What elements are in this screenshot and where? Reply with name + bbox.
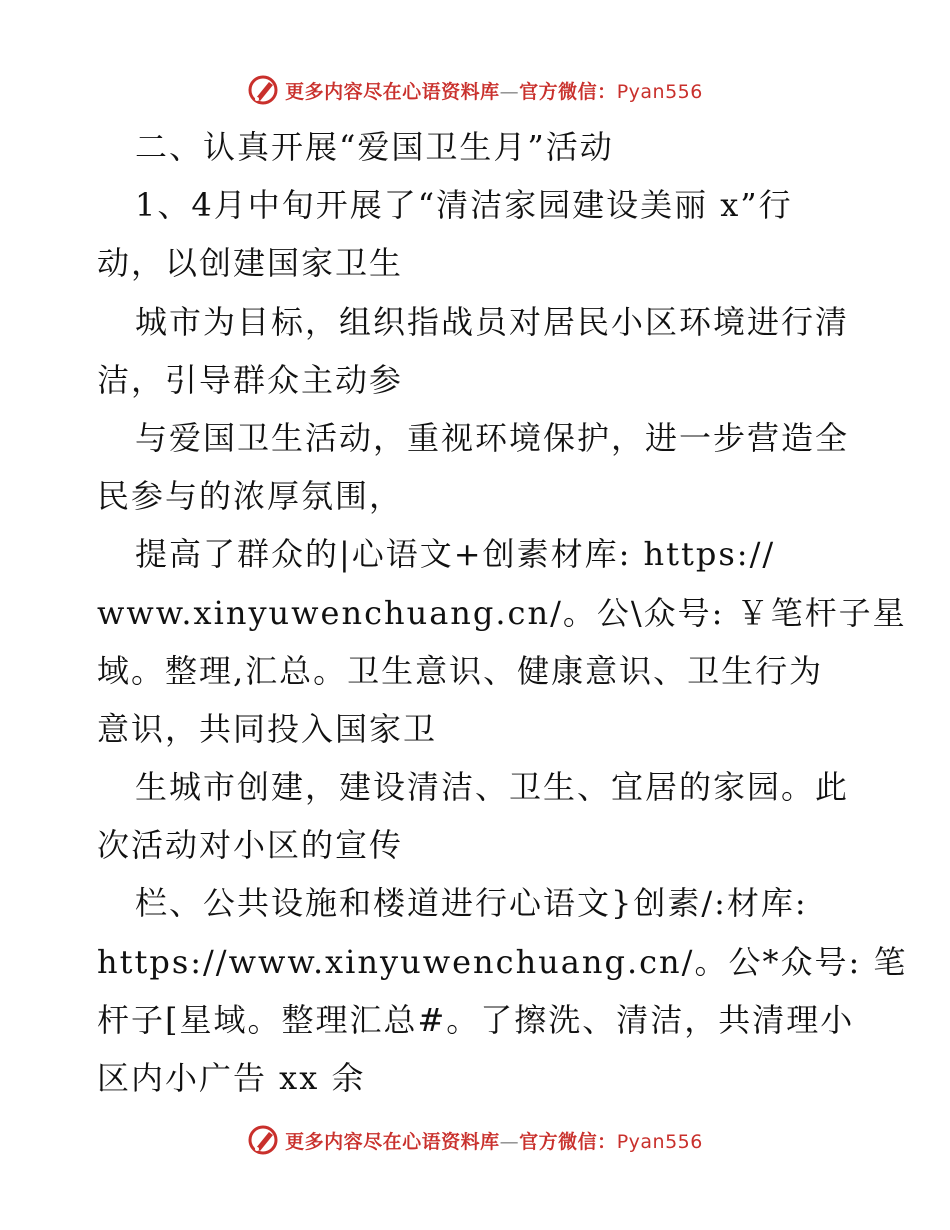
paragraph-line: 城市为目标，组织指战员对居民小区环境进行清 (135, 302, 850, 341)
banner-wechat-id: Pyan556 (616, 1130, 703, 1153)
document-body (97, 118, 908, 1107)
banner-site-name: 更多内容尽在心语资料库 (285, 80, 500, 103)
paragraph-line: 意识，共同投入国家卫 (97, 709, 438, 748)
paragraph-line: www.xinyuwenchuang.cn/。公\众号: ￥笔杆子星 (97, 593, 907, 632)
banner-text (285, 1127, 703, 1154)
paragraph-line: 杆子[星域。整理汇总#。了擦洗、清洁，共清理小 (97, 1000, 855, 1039)
pen-logo-icon (247, 1124, 279, 1156)
paragraph-line: 生城市创建，建设清洁、卫生、宜居的家园。此 (135, 768, 850, 807)
pen-logo-icon (247, 74, 279, 106)
paragraph-line: 栏、公共设施和楼道进行心语文}创素/:材库: (135, 884, 808, 923)
banner-dash: — (499, 1130, 520, 1153)
paragraph-line: 民参与的浓厚氛围， (97, 477, 404, 516)
paragraph-line: 洁，引导群众主动参 (97, 360, 404, 399)
banner-dash: — (499, 80, 520, 103)
banner-text (285, 77, 703, 104)
header-watermark-banner (0, 70, 950, 110)
banner-wechat-label: 官方微信： (519, 1130, 617, 1153)
paragraph-line: https://www.xinyuwenchuang.cn/。公*众号: 笔 (97, 942, 908, 981)
banner-wechat-id: Pyan556 (616, 80, 703, 103)
paragraph-line: 次活动对小区的宣传 (97, 826, 404, 865)
paragraph-line: 域。整理,汇总。卫生意识、健康意识、卫生行为 (97, 651, 824, 690)
banner-site-name: 更多内容尽在心语资料库 (285, 1130, 500, 1153)
footer-watermark-banner (0, 1120, 950, 1160)
paragraph-line: 区内小广告 xx 余 (97, 1059, 366, 1097)
paragraph-line: 与爱国卫生活动，重视环境保护，进一步营造全 (135, 418, 850, 457)
section-heading: 二、认真开展“爱国卫生月”活动 (135, 128, 614, 166)
banner-wechat-label: 官方微信： (519, 80, 617, 103)
paragraph-line: 1、4月中旬开展了“清洁家园建设美丽 x”行 (135, 186, 793, 225)
paragraph-line: 动，以创建国家卫生 (97, 244, 404, 283)
paragraph-line: 提高了群众的|心语文+创素材库: https:// (135, 535, 776, 574)
